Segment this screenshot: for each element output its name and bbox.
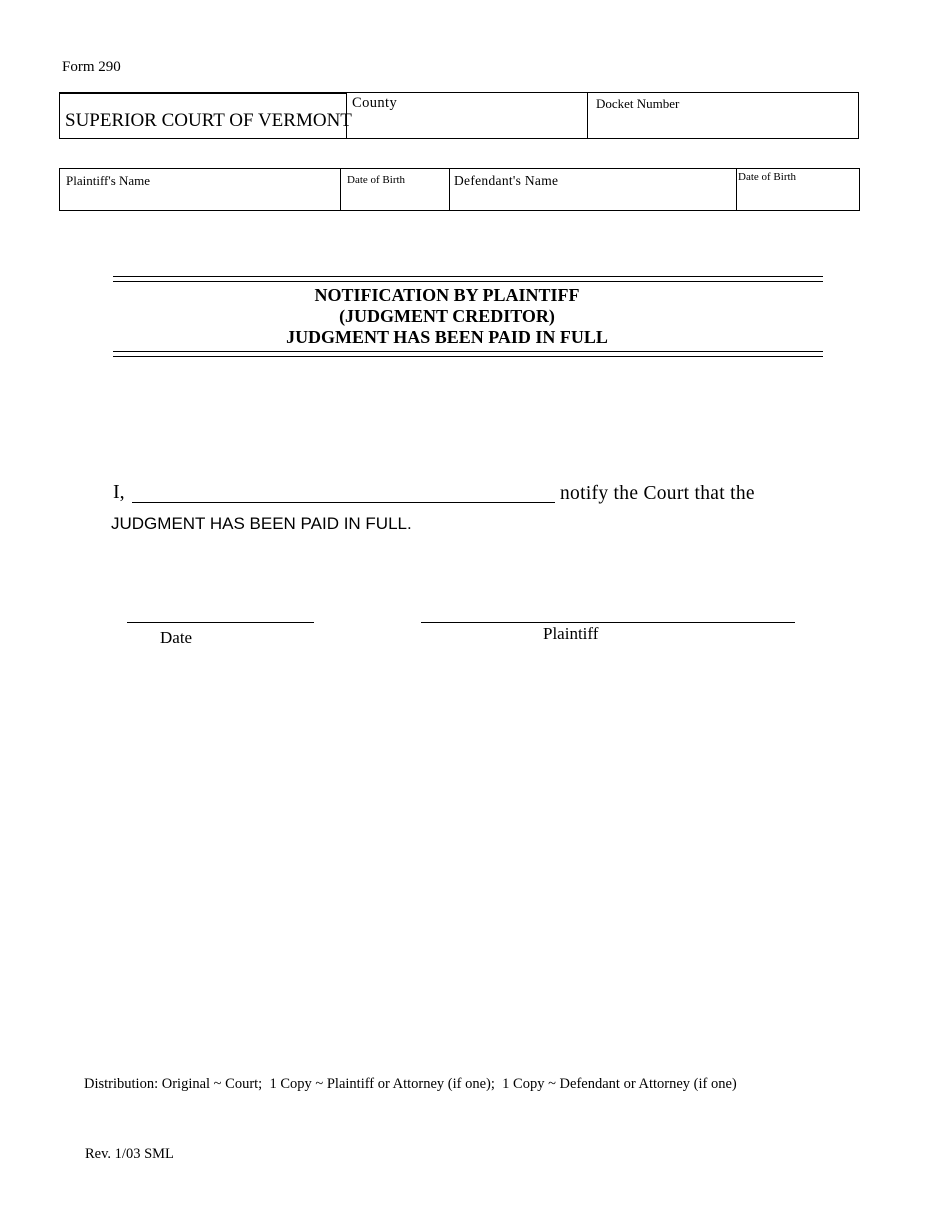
court-name: SUPERIOR COURT OF VERMONT bbox=[60, 93, 347, 138]
title-rule-bottom bbox=[113, 351, 823, 357]
parties-box bbox=[59, 168, 860, 211]
defendant-dob-label: Date of Birth bbox=[738, 171, 797, 183]
form-number: Form 290 bbox=[62, 59, 121, 75]
title-line-3: JUDGMENT HAS BEEN PAID IN FULL bbox=[286, 327, 608, 347]
revision-note: Rev. 1/03 SML bbox=[85, 1146, 174, 1162]
date-label: Date bbox=[160, 628, 193, 647]
defendant-name-label: Defendant's Name bbox=[454, 173, 559, 188]
title-line-1: NOTIFICATION BY PLAINTIFF bbox=[314, 285, 580, 305]
statement-suffix: notify the Court that the bbox=[560, 483, 755, 504]
statement-prefix: I, bbox=[113, 481, 125, 503]
plaintiff-name-field[interactable] bbox=[60, 169, 341, 210]
docket-number-label: Docket Number bbox=[596, 96, 680, 111]
docket-number-field[interactable] bbox=[588, 93, 858, 138]
plaintiff-dob-field[interactable] bbox=[341, 169, 450, 210]
plaintiff-name-blank[interactable] bbox=[132, 502, 555, 503]
defendant-name-field[interactable] bbox=[450, 169, 737, 210]
defendant-dob-field[interactable] bbox=[737, 169, 859, 210]
statement-line-2: JUDGMENT HAS BEEN PAID IN FULL. bbox=[111, 514, 412, 533]
distribution-note: Distribution: Original ~ Court; 1 Copy ~ Plaintiff or Attorney (if one); 1 Copy ~ Defendant or Attorney (if one) bbox=[84, 1076, 737, 1092]
date-signature-line[interactable] bbox=[127, 622, 314, 623]
county-field[interactable] bbox=[347, 93, 588, 138]
court-header-box bbox=[59, 92, 859, 139]
plaintiff-signature-line[interactable] bbox=[421, 622, 795, 623]
plaintiff-signature-label: Plaintiff bbox=[543, 624, 599, 643]
title-line-2: (JUDGMENT CREDITOR) bbox=[339, 306, 555, 326]
county-label: County bbox=[352, 95, 398, 111]
plaintiff-name-label: Plaintiff's Name bbox=[66, 173, 151, 188]
plaintiff-dob-label: Date of Birth bbox=[347, 174, 406, 186]
title-rule-top bbox=[113, 276, 823, 282]
document-title bbox=[113, 285, 781, 348]
